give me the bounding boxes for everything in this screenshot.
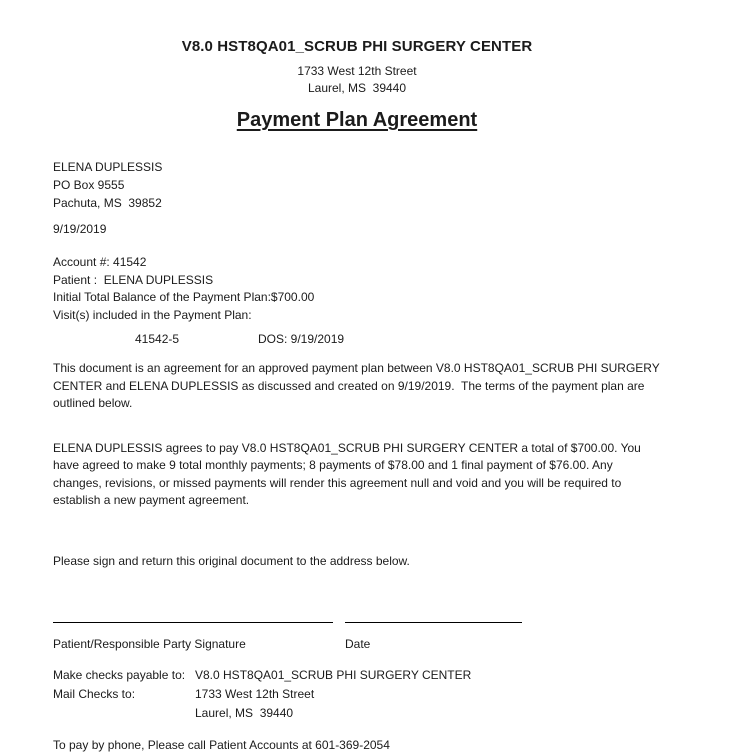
patient-name-line: Patient : ELENA DUPLESSIS bbox=[53, 272, 214, 287]
visit-id: 41542-5 bbox=[135, 332, 180, 346]
checks-payable-label: Make checks payable to: bbox=[53, 667, 186, 682]
mail-address-spacer bbox=[53, 704, 195, 723]
payment-mailing-block bbox=[53, 666, 661, 723]
checks-payable-value: V8.0 HST8QA01_SCRUB PHI SURGERY CENTER bbox=[195, 667, 472, 682]
pay-by-phone-line: To pay by phone, Please call Patient Accounts at 601-369-2054 bbox=[53, 737, 390, 752]
account-details-block bbox=[53, 254, 661, 324]
agreement-intro-paragraph: This document is an agreement for an approved payment plan between V8.0 HST8QA01_SCRUB PHI SURGERY CENTER and ELENA DUPLESSIS as discussed and created on 9/19/2019. The terms of the payment plan are outlined below. bbox=[53, 361, 660, 410]
recipient-address-line1: PO Box 9555 bbox=[53, 178, 125, 192]
facility-address bbox=[53, 63, 661, 97]
account-number-line: Account #: 41542 bbox=[53, 255, 147, 269]
recipient-address-block bbox=[53, 158, 661, 212]
visit-row bbox=[53, 330, 661, 348]
payment-terms-paragraph: ELENA DUPLESSIS agrees to pay V8.0 HST8QA01_SCRUB PHI SURGERY CENTER a total of $700.00. You have agreed to make 9 total monthly payments; 8 payments of $78.00 and 1 final payment of $76.00. Any changes, revisions, or missed payments will render this agreement null and void and you will be required to establish a new payment agreement. bbox=[53, 440, 641, 507]
facility-name: V8.0 HST8QA01_SCRUB PHI SURGERY CENTER bbox=[181, 38, 533, 55]
signature-date-line bbox=[345, 622, 522, 653]
sign-instruction: Please sign and return this original document to the address below. bbox=[53, 553, 410, 568]
signature-label: Patient/Responsible Party Signature bbox=[53, 636, 246, 651]
mail-address-line1: 1733 West 12th Street bbox=[195, 686, 315, 701]
letter-date: 9/19/2019 bbox=[53, 222, 107, 236]
facility-address-line2: Laurel, MS 39440 bbox=[307, 81, 407, 95]
signature-date-label: Date bbox=[345, 636, 371, 651]
mail-address-line2: Laurel, MS 39440 bbox=[195, 705, 294, 720]
facility-address-line1: 1733 West 12th Street bbox=[297, 64, 417, 78]
signature-row bbox=[53, 622, 661, 653]
initial-balance-line: Initial Total Balance of the Payment Plan:$700.00 bbox=[53, 290, 315, 304]
visits-included-line: Visit(s) included in the Payment Plan: bbox=[53, 307, 252, 322]
signature-line bbox=[53, 622, 333, 653]
recipient-address-line2: Pachuta, MS 39852 bbox=[53, 196, 162, 210]
recipient-name: ELENA DUPLESSIS bbox=[53, 160, 163, 174]
visit-dos: DOS: 9/19/2019 bbox=[258, 332, 345, 346]
mail-checks-label: Mail Checks to: bbox=[53, 686, 136, 701]
document-title: Payment Plan Agreement bbox=[236, 109, 478, 131]
